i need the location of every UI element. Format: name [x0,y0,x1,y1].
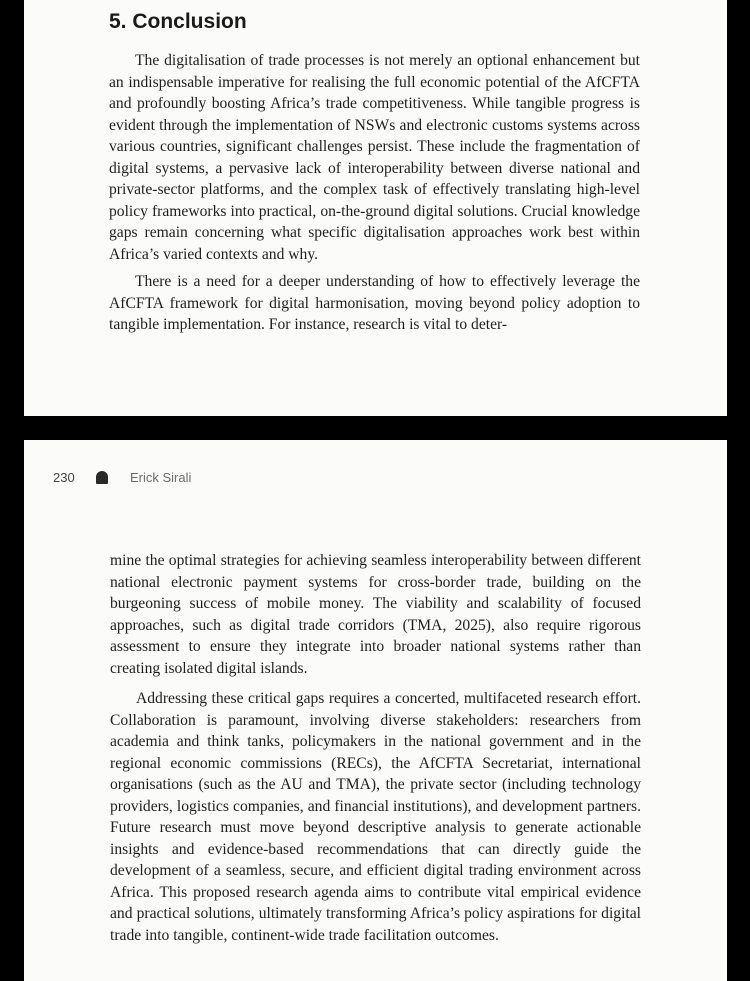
bottom-page [24,440,727,981]
page-body [110,550,641,946]
marker-icon [96,471,108,484]
running-head [24,468,424,488]
page-number: 230 [53,470,75,485]
paragraph: The digitalisation of trade processes is not merely an optional enhancement but an indispensable imperative for realising the full economic potential of the AfCFTA and profoundly boosting Africa’s trade competitiveness. While tangible progress is evident through the implementation of NSWs and electronic customs systems across various countries, significant challenges persist. These include the fragmentation of digital systems, a pervasive lack of interoperability between diverse national and private-sector platforms, and the complex task of effectively translating high-level policy frameworks into practical, on-the-ground digital solutions. Crucial knowledge gaps remain concerning what specific digitalisation approaches work best within Africa’s varied contexts and why. [109,52,640,263]
author-name: Erick Sirali [130,470,192,485]
paragraph: Addressing these critical gaps requires a concerted, multifaceted research effort. Collaboration is paramount, involving diverse stakeholders: researchers from academia and think tanks, policymakers in the national government and in the regional economic commissions (RECs), the AfCFTA Secretariat, international organisations (such as the AU and TMA), the private sector (including technology providers, logistics companies, and financial institutions), and development partners. Future research must move beyond descriptive analysis to generate actionable insights and evidence-based recommendations that can directly guide the development of a seamless, secure, and efficient digital trading environment across Africa. This proposed research agenda aims to contribute vital empirical evidence and practical solutions, ultimately transforming Africa’s policy aspirations for digital trade into tangible, continent-wide trade facilitation outcomes. [110,690,641,944]
paragraph: There is a need for a deeper understanding of how to effectively leverage the AfCFTA framework for digital harmonisation, moving beyond policy adoption to tangible implementation. For instance, research is vital to deter- [109,273,640,333]
top-page [24,0,727,416]
paragraph: mine the optimal strategies for achieving seamless interoperability between different national electronic payment systems for cross-border trade, building on the burgeoning success of mobile money. The viability and scalability of focused approaches, such as digital trade corridors (TMA, 2025), also require rigorous assessment to ensure they integrate into broader national systems rather than creating isolated digital islands. [110,552,641,677]
section-heading: 5. Conclusion [109,10,247,33]
